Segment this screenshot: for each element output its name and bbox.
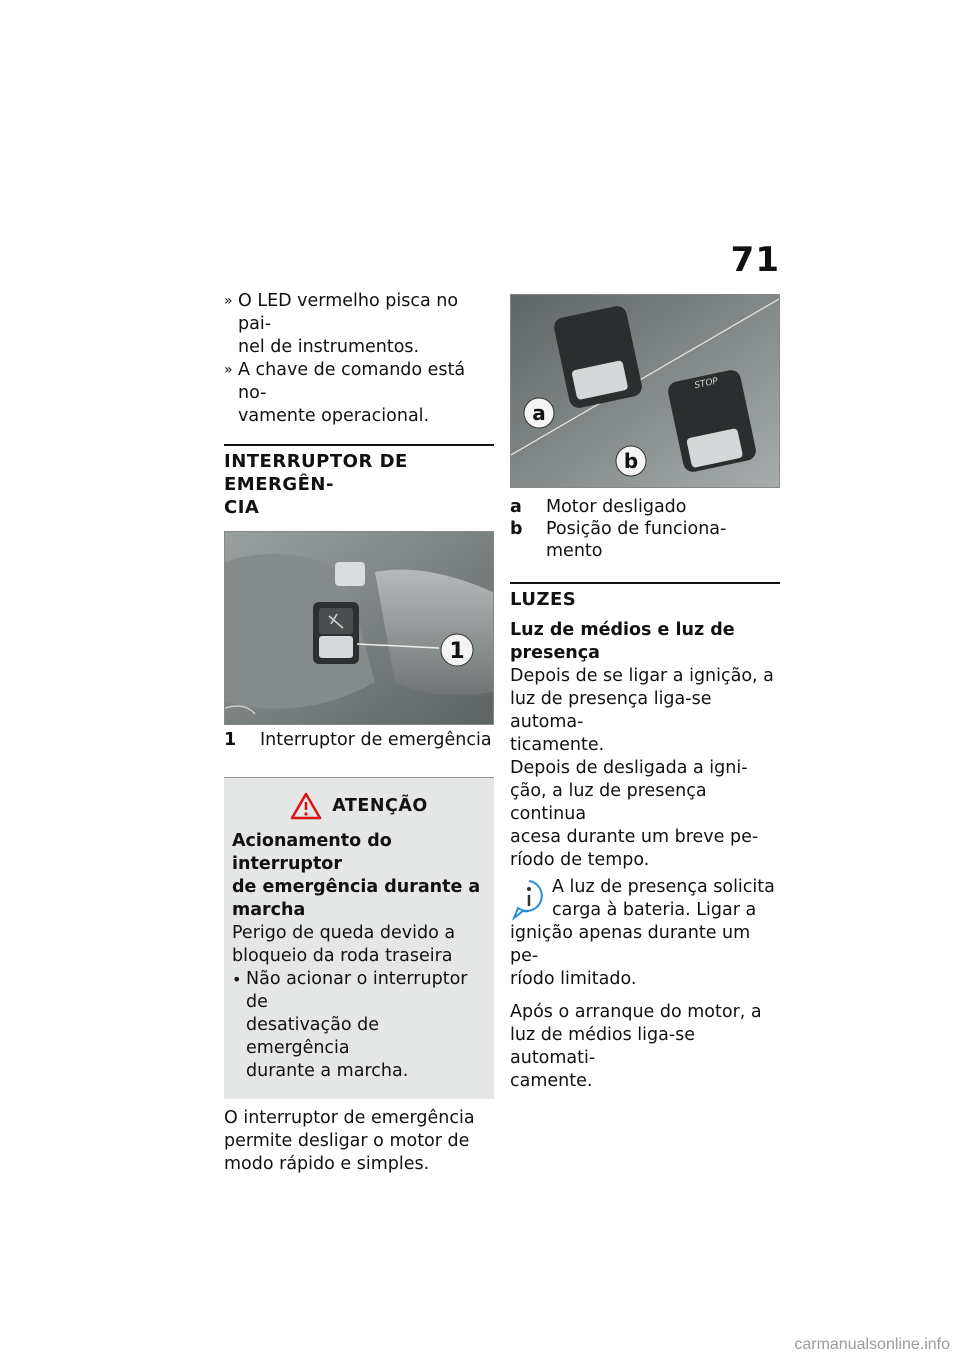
switch-positions-illustration (511, 295, 779, 487)
figure-switch-positions (510, 294, 780, 488)
warning-triangle-icon (290, 792, 322, 820)
right-column (510, 290, 780, 1093)
emergency-paragraph: O interruptor de emergência permite desligar o motor de modo rápido e simples. (224, 1108, 475, 1174)
watermark: carmanualsonline.info (794, 1336, 950, 1353)
figure-emergency-switch (224, 531, 494, 725)
bullet-dot-icon: • (232, 970, 242, 989)
figure2-stop-label: STOP (693, 376, 719, 392)
legend-b: b Posição de funciona- mento (510, 519, 727, 561)
bullet-result-1: » O LED vermelho pisca no pai- nel de instrumentos. (224, 291, 459, 357)
info-note: A luz de presença solicita carga à bateria. Ligar a ignição apenas durante um pe- ríodo limitado. (510, 877, 775, 989)
result-arrow-icon: » (224, 362, 233, 378)
info-icon (510, 878, 548, 922)
figure1-legend: 1 Interruptor de emergência (224, 730, 492, 750)
lights-paragraph-1: Depois de se ligar a ignição, a luz de presença liga-se automa- ticamente. (510, 666, 774, 755)
warning-bullet: • Não acionar o interruptor de desativação de emergência durante a marcha. (232, 969, 468, 1081)
result-arrow-icon: » (224, 293, 233, 309)
lights-paragraph-2: Depois de desligada a igni- ção, a luz de presença continua acesa durante um breve pe- ríodo de tempo. (510, 758, 759, 870)
figure2-callout-a: a (532, 401, 546, 425)
section-heading-lights: LUZES (510, 582, 780, 611)
subheading-lights: Luz de médios e luz de presença (510, 620, 735, 663)
warning-title: ATENÇÃO (232, 792, 486, 820)
emergency-switch-illustration (225, 532, 493, 724)
figure2-callout-b: b (623, 449, 639, 473)
section-heading-emergency: INTERRUPTOR DE EMERGÊN- CIA (224, 444, 494, 519)
lights-paragraph-3: Após o arranque do motor, a luz de médios liga-se automati- camente. (510, 1002, 762, 1091)
warning-box: ATENÇÃO Acionamento do interruptor de emergência durante a marcha Perigo de queda devido a bloqueio da roda traseira • Não acionar o interruptor de desativação de emergência durante a marcha. (224, 777, 494, 1099)
page-number: 71 (730, 240, 780, 280)
figure1-callout: 1 (449, 639, 465, 664)
legend-a: a Motor desligado (510, 497, 687, 517)
bullet-result-2: » A chave de comando está no- vamente operacional. (224, 360, 466, 426)
left-column (224, 290, 494, 1176)
